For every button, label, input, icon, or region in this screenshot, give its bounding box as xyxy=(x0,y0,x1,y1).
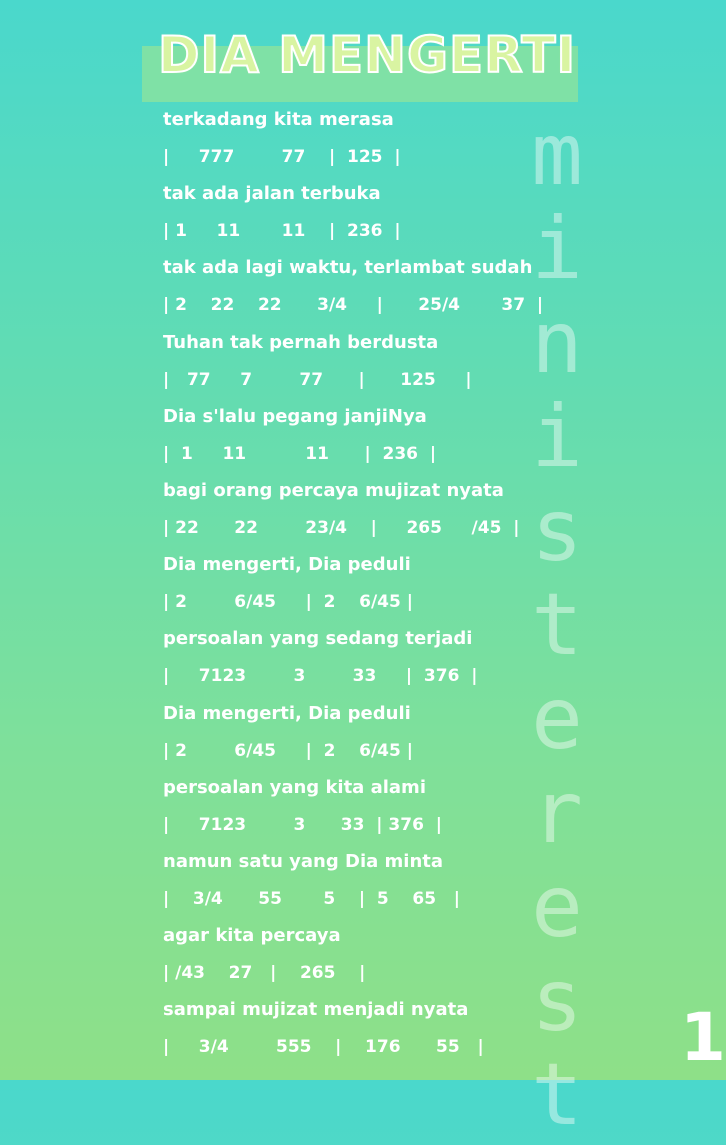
lyric-line: bagi orang percaya mujizat nyata xyxy=(163,479,504,501)
lyric-line: Dia s'lalu pegang janjiNya xyxy=(163,405,427,427)
notes-line: | 3/4 555 | 176 55 | xyxy=(163,1037,484,1058)
watermark-letter: t xyxy=(531,1045,583,1145)
watermark-letter: t xyxy=(531,575,583,675)
lyric-line: persoalan yang kita alami xyxy=(163,776,426,798)
notes-line: | 22 22 23/4 | 265 /45 | xyxy=(163,518,520,539)
lyrics-and-notes xyxy=(163,108,544,1072)
lyric-line: tak ada jalan terbuka xyxy=(163,183,381,205)
lyric-line: agar kita percaya xyxy=(163,925,341,947)
lyric-line: Tuhan tak pernah berdusta xyxy=(163,331,439,353)
notes-line: | 3/4 55 5 | 5 65 | xyxy=(163,888,461,909)
notes-line: | 7123 3 33 | 376 | xyxy=(163,814,442,835)
page-number: 1 xyxy=(680,999,726,1076)
notes-line: | 1 11 11 | 236 | xyxy=(163,443,437,464)
watermark-letter: i xyxy=(531,199,583,299)
notes-line: | /43 27 | 265 | xyxy=(163,963,366,984)
lyric-line: tak ada lagi waktu, terlambat sudah xyxy=(163,257,533,279)
watermark-letter: s xyxy=(531,481,583,581)
watermark-letter: e xyxy=(531,857,583,957)
lyric-line: Dia mengerti, Dia peduli xyxy=(163,554,411,576)
notes-line: | 77 7 77 | 125 | xyxy=(163,369,472,390)
lyric-line: terkadang kita merasa xyxy=(163,109,394,130)
watermark-letter: r xyxy=(531,763,583,863)
notes-line: | 1 11 11 | 236 | xyxy=(163,221,401,242)
watermark-letter: n xyxy=(531,293,583,393)
lyric-line: persoalan yang sedang terjadi xyxy=(163,628,473,650)
lyric-line: namun satu yang Dia minta xyxy=(163,850,444,872)
watermark-letter: i xyxy=(531,387,583,487)
notes-line: | 2 6/45 | 2 6/45 | xyxy=(163,592,413,613)
lyric-line: Dia mengerti, Dia peduli xyxy=(163,702,411,724)
watermark-letter: e xyxy=(531,669,583,769)
notes-line: | 777 77 | 125 | xyxy=(163,147,401,168)
notes-line: | 7123 3 33 | 376 | xyxy=(163,666,478,687)
watermark-vertical xyxy=(512,105,602,1145)
notes-line: | 2 22 22 3/4 | 25/4 37 | xyxy=(163,295,544,316)
watermark-letter: m xyxy=(531,105,583,205)
lyric-line: sampai mujizat menjadi nyata xyxy=(163,999,469,1021)
watermark-letter: s xyxy=(531,951,583,1051)
notes-line: | 2 6/45 | 2 6/45 | xyxy=(163,740,413,761)
song-title: DIA MENGERTI xyxy=(158,26,577,84)
